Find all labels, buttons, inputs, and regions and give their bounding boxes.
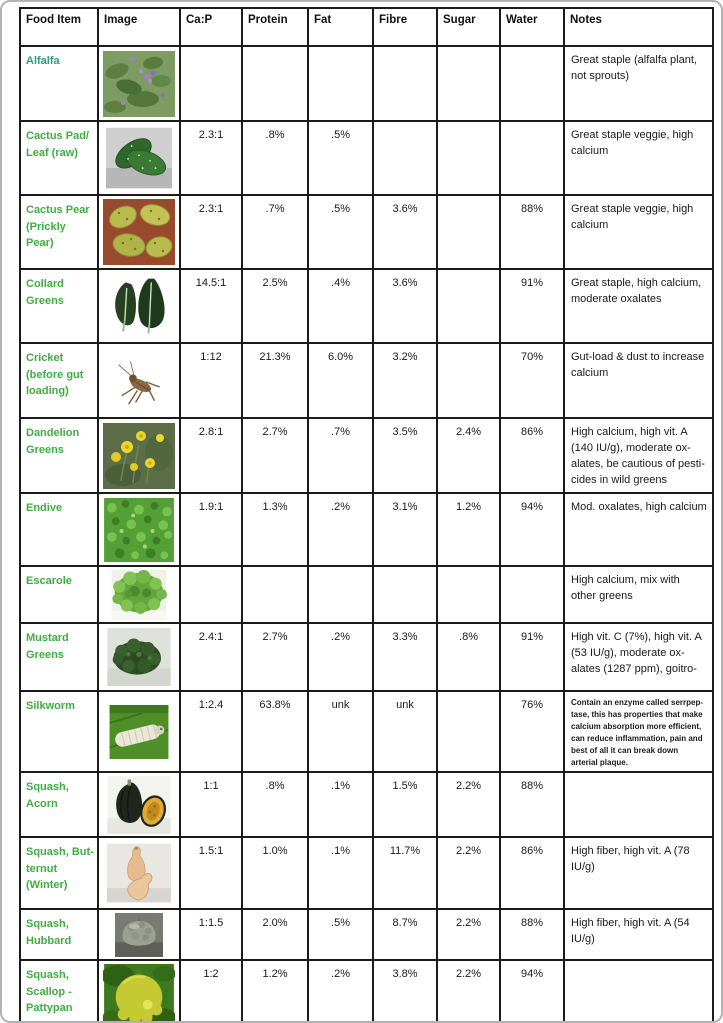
fat-cell: .4% xyxy=(308,269,373,343)
protein-cell xyxy=(242,46,308,121)
notes-cell: Great staple veggie, high calcium xyxy=(564,121,713,195)
cap-cell: 2.3:1 xyxy=(180,121,242,195)
food-item-cell: Squash, Scallop - Pattypan xyxy=(20,960,98,1023)
prickly-pear-photo xyxy=(103,199,175,265)
fibre-cell: 3.1% xyxy=(373,493,437,566)
fat-cell: .5% xyxy=(308,121,373,195)
protein-cell: 2.0% xyxy=(242,909,308,960)
protein-cell: 63.8% xyxy=(242,691,308,772)
table-row xyxy=(20,772,713,837)
sugar-cell: 2.4% xyxy=(437,418,500,493)
table-row xyxy=(20,909,713,960)
cricket-photo xyxy=(108,349,170,413)
protein-cell xyxy=(242,566,308,623)
water-cell: 88% xyxy=(500,772,564,837)
food-item-cell: Silkworm xyxy=(20,691,98,772)
cap-cell xyxy=(180,566,242,623)
water-cell: 76% xyxy=(500,691,564,772)
sugar-cell: 1.2% xyxy=(437,493,500,566)
header-image: Image xyxy=(98,8,180,46)
header-notes: Notes xyxy=(564,8,713,46)
header-water: Water xyxy=(500,8,564,46)
food-nutrition-table xyxy=(19,7,714,1023)
notes-cell: Great staple veggie, high calcium xyxy=(564,195,713,269)
table-row xyxy=(20,46,713,121)
cap-cell: 1:2 xyxy=(180,960,242,1023)
fibre-cell: 3.8% xyxy=(373,960,437,1023)
water-cell xyxy=(500,46,564,121)
image-cell xyxy=(98,343,180,418)
sugar-cell xyxy=(437,691,500,772)
hubbard-squash-photo xyxy=(103,913,175,957)
water-cell: 88% xyxy=(500,195,564,269)
image-cell xyxy=(98,418,180,493)
notes-cell: Mod. oxalates, high calcium xyxy=(564,493,713,566)
table-row xyxy=(20,269,713,343)
food-item-cell: Endive xyxy=(20,493,98,566)
protein-cell: 2.7% xyxy=(242,418,308,493)
image-cell xyxy=(98,960,180,1023)
notes-cell: High vit. C (7%), high vit. A (53 IU/g), moderate oxalates (1287 ppm), goitro- xyxy=(564,623,713,691)
mustard-greens-photo xyxy=(105,628,173,686)
image-cell xyxy=(98,623,180,691)
cap-cell: 1:12 xyxy=(180,343,242,418)
header-sugar: Sugar xyxy=(437,8,500,46)
food-item-cell: Cactus Pear (Prickly Pear) xyxy=(20,195,98,269)
cap-cell: 1.9:1 xyxy=(180,493,242,566)
sugar-cell xyxy=(437,195,500,269)
fat-cell: .1% xyxy=(308,772,373,837)
water-cell: 94% xyxy=(500,493,564,566)
endive-photo xyxy=(103,498,175,562)
image-cell xyxy=(98,909,180,960)
food-item-cell: Squash, Acorn xyxy=(20,772,98,837)
food-item-cell: Alfalfa xyxy=(20,46,98,121)
fibre-cell: 3.3% xyxy=(373,623,437,691)
fibre-cell xyxy=(373,121,437,195)
fibre-cell: 3.5% xyxy=(373,418,437,493)
fat-cell: .2% xyxy=(308,960,373,1023)
image-cell xyxy=(98,837,180,909)
header-protein: Protein xyxy=(242,8,308,46)
cap-cell: 1:1.5 xyxy=(180,909,242,960)
dandelion-greens-photo xyxy=(103,423,175,489)
fat-cell: .2% xyxy=(308,623,373,691)
acorn-squash-photo xyxy=(105,776,173,834)
fat-cell: .2% xyxy=(308,493,373,566)
cap-cell xyxy=(180,46,242,121)
food-item-cell: Squash, Butternut (Winter) xyxy=(20,837,98,909)
water-cell: 94% xyxy=(500,960,564,1023)
header-food-item: Food Item xyxy=(20,8,98,46)
butternut-squash-photo xyxy=(107,841,171,905)
food-item-cell: Squash, Hubbard xyxy=(20,909,98,960)
fibre-cell: 3.6% xyxy=(373,195,437,269)
table-row xyxy=(20,343,713,418)
fat-cell: .1% xyxy=(308,837,373,909)
notes-cell: Contain an enzyme called serrpeptase, this has properties that make calcium absorption more efficient, can reduce inflammation, pain and best of all it can break down arterial plaque. xyxy=(564,691,713,772)
water-cell: 70% xyxy=(500,343,564,418)
food-item-cell: Collard Greens xyxy=(20,269,98,343)
water-cell: 91% xyxy=(500,269,564,343)
sugar-cell xyxy=(437,566,500,623)
cap-cell: 1:1 xyxy=(180,772,242,837)
protein-cell: .8% xyxy=(242,121,308,195)
food-item-cell: Dandelion Greens xyxy=(20,418,98,493)
table-row xyxy=(20,623,713,691)
collard-greens-photo xyxy=(105,274,173,338)
protein-cell: 2.5% xyxy=(242,269,308,343)
fibre-cell xyxy=(373,566,437,623)
fibre-cell: 11.7% xyxy=(373,837,437,909)
notes-cell xyxy=(564,772,713,837)
sugar-cell: .8% xyxy=(437,623,500,691)
table-row xyxy=(20,418,713,493)
food-item-cell: Mustard Greens xyxy=(20,623,98,691)
table-row xyxy=(20,960,713,1023)
fibre-cell: 3.2% xyxy=(373,343,437,418)
image-cell xyxy=(98,46,180,121)
sugar-cell xyxy=(437,121,500,195)
notes-cell: High fiber, high vit. A (54 IU/g) xyxy=(564,909,713,960)
table-row xyxy=(20,121,713,195)
image-cell xyxy=(98,566,180,623)
image-cell xyxy=(98,493,180,566)
alfalfa-plant-photo xyxy=(103,51,175,117)
protein-cell: 1.3% xyxy=(242,493,308,566)
food-item-cell: Cricket (before gut loading) xyxy=(20,343,98,418)
notes-cell: High calcium, mix with other greens xyxy=(564,566,713,623)
fibre-cell: 8.7% xyxy=(373,909,437,960)
sugar-cell: 2.2% xyxy=(437,960,500,1023)
cap-cell: 2.4:1 xyxy=(180,623,242,691)
silkworm-photo xyxy=(103,705,175,759)
protein-cell: 1.0% xyxy=(242,837,308,909)
sugar-cell: 2.2% xyxy=(437,772,500,837)
water-cell: 86% xyxy=(500,418,564,493)
header-fat: Fat xyxy=(308,8,373,46)
notes-cell: Gut-load & dust to increase calcium xyxy=(564,343,713,418)
sugar-cell xyxy=(437,269,500,343)
image-cell xyxy=(98,195,180,269)
protein-cell: .7% xyxy=(242,195,308,269)
cap-cell: 14.5:1 xyxy=(180,269,242,343)
cap-cell: 2.8:1 xyxy=(180,418,242,493)
fibre-cell: unk xyxy=(373,691,437,772)
notes-cell: Great staple, high calcium, moderate oxalates xyxy=(564,269,713,343)
fat-cell xyxy=(308,46,373,121)
table-row xyxy=(20,566,713,623)
pattypan-squash-photo xyxy=(103,964,175,1023)
sugar-cell xyxy=(437,343,500,418)
food-item-cell: Cactus Pad/​Leaf (raw) xyxy=(20,121,98,195)
water-cell: 86% xyxy=(500,837,564,909)
water-cell xyxy=(500,121,564,195)
image-cell xyxy=(98,691,180,772)
header-row xyxy=(20,8,713,46)
table-row xyxy=(20,195,713,269)
notes-cell: Great staple (alfalfa plant, not sprouts) xyxy=(564,46,713,121)
protein-cell: 2.7% xyxy=(242,623,308,691)
sugar-cell xyxy=(437,46,500,121)
table-row xyxy=(20,837,713,909)
fat-cell: .5% xyxy=(308,195,373,269)
escarole-photo xyxy=(103,570,175,620)
notes-cell: High calcium, high vit. A (140 IU/g), moderate oxalates, be cautious of pesticides in wild greens xyxy=(564,418,713,493)
image-cell xyxy=(98,772,180,837)
table-row xyxy=(20,691,713,772)
fat-cell xyxy=(308,566,373,623)
fat-cell: unk xyxy=(308,691,373,772)
fibre-cell: 3.6% xyxy=(373,269,437,343)
header-fibre: Fibre xyxy=(373,8,437,46)
fat-cell: 6.0% xyxy=(308,343,373,418)
fibre-cell: 1.5% xyxy=(373,772,437,837)
sugar-cell: 2.2% xyxy=(437,909,500,960)
sugar-cell: 2.2% xyxy=(437,837,500,909)
notes-cell xyxy=(564,960,713,1023)
image-cell xyxy=(98,121,180,195)
water-cell: 88% xyxy=(500,909,564,960)
water-cell: 91% xyxy=(500,623,564,691)
food-item-cell: Escarole xyxy=(20,566,98,623)
image-cell xyxy=(98,269,180,343)
cap-cell: 1:2.4 xyxy=(180,691,242,772)
fat-cell: .5% xyxy=(308,909,373,960)
water-cell xyxy=(500,566,564,623)
notes-cell: High fiber, high vit. A (78 IU/g) xyxy=(564,837,713,909)
cap-cell: 1.5:1 xyxy=(180,837,242,909)
fat-cell: .7% xyxy=(308,418,373,493)
header-cap: Ca:P xyxy=(180,8,242,46)
cap-cell: 2.3:1 xyxy=(180,195,242,269)
protein-cell: 1.2% xyxy=(242,960,308,1023)
protein-cell: .8% xyxy=(242,772,308,837)
cactus-pad-photo xyxy=(106,126,172,190)
table-row xyxy=(20,493,713,566)
protein-cell: 21.3% xyxy=(242,343,308,418)
fibre-cell xyxy=(373,46,437,121)
